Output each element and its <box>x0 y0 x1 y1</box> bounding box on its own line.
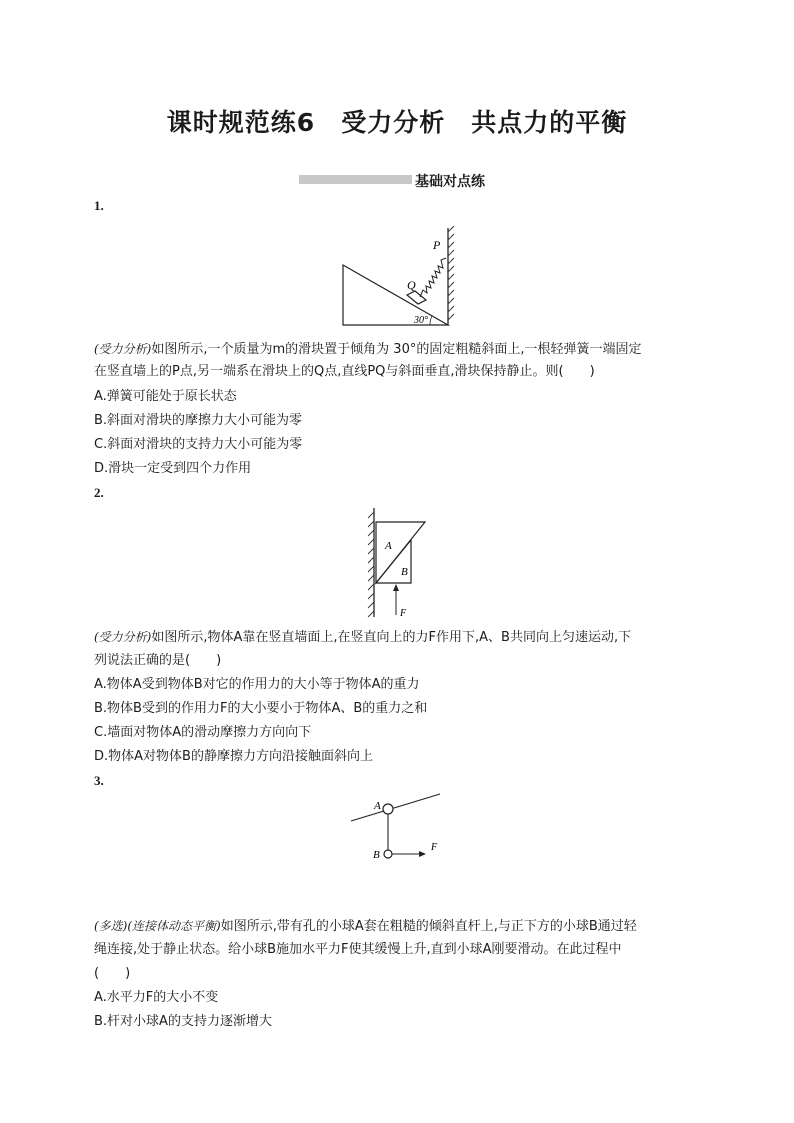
question-1-option-a: A.弹簧可能处于原长状态 <box>94 389 237 404</box>
question-1-stem-line-2: 在竖直墙上的P点,另一端系在滑块上的Q点,直线PQ与斜面垂直,滑块保持静止。则( ) <box>94 364 595 379</box>
label-F: F <box>400 608 407 619</box>
question-3-text: 如图所示,带有孔的小球A套在粗糙的倾斜直杆上,与正下方的小球B通过轻 <box>220 919 637 934</box>
question-2-stem-line-2: 列说法正确的是( ) <box>94 653 222 668</box>
question-2-stem-line-1 <box>94 629 631 646</box>
question-3-stem-line-3: ( ) <box>94 966 131 981</box>
question-2-text: 如图所示,物体A靠在竖直墙面上,在竖直向上的力F作用下,A、B共同向上匀速运动,下 <box>151 630 632 645</box>
question-1-number: 1. <box>94 198 104 213</box>
question-1-option-c: C.斜面对滑块的支持力大小可能为零 <box>94 437 303 452</box>
question-3-option-b: B.杆对小球A的支持力逐渐增大 <box>94 1014 272 1029</box>
section-divider-bar <box>299 175 412 184</box>
label-B: B <box>373 849 380 861</box>
page-title: 课时规范练6 受力分析 共点力的平衡 <box>166 108 628 137</box>
question-1-option-d: D.滑块一定受到四个力作用 <box>94 461 252 476</box>
question-2-option-d: D.物体A对物体B的静摩擦力方向沿接触面斜向上 <box>94 749 373 764</box>
question-1-stem-line-1 <box>94 341 641 358</box>
question-3-figure <box>345 790 445 862</box>
label-F: F <box>431 842 438 853</box>
question-3-stem-line-2: 绳连接,处于静止状态。给小球B施加水平力F使其缓慢上升,直到小球A刚要滑动。在此过程中 <box>94 942 622 957</box>
question-2-option-a: A.物体A受到物体B对它的作用力的大小等于物体A的重力 <box>94 677 420 692</box>
section-label: 基础对点练 <box>415 174 485 190</box>
question-3-option-a: A.水平力F的大小不变 <box>94 990 219 1005</box>
question-2-option-b: B.物体B受到的作用力F的大小要小于物体A、B的重力之和 <box>94 701 428 716</box>
question-1-figure <box>335 222 465 330</box>
question-2-option-c: C.墙面对物体A的滑动摩擦力方向向下 <box>94 725 312 740</box>
label-A: A <box>374 800 381 812</box>
label-angle: 30° <box>414 315 428 326</box>
question-3-number: 3. <box>94 773 104 788</box>
question-1-tag: (受力分析) <box>94 342 152 356</box>
label-A: A <box>385 540 392 552</box>
question-1-text: 如图所示,一个质量为m的滑块置于倾角为 30°的固定粗糙斜面上,一根轻弹簧一端固定 <box>151 342 642 357</box>
question-3-tag: (多选)(连接体动态平衡) <box>94 919 221 933</box>
question-2-number: 2. <box>94 485 104 500</box>
question-2-tag: (受力分析) <box>94 630 152 644</box>
label-P: P <box>433 238 441 252</box>
label-B: B <box>401 566 408 578</box>
question-3-stem-line-1 <box>94 918 637 935</box>
question-1-option-b: B.斜面对滑块的摩擦力大小可能为零 <box>94 413 303 428</box>
question-2-figure <box>362 504 432 620</box>
label-Q: Q <box>407 278 416 292</box>
